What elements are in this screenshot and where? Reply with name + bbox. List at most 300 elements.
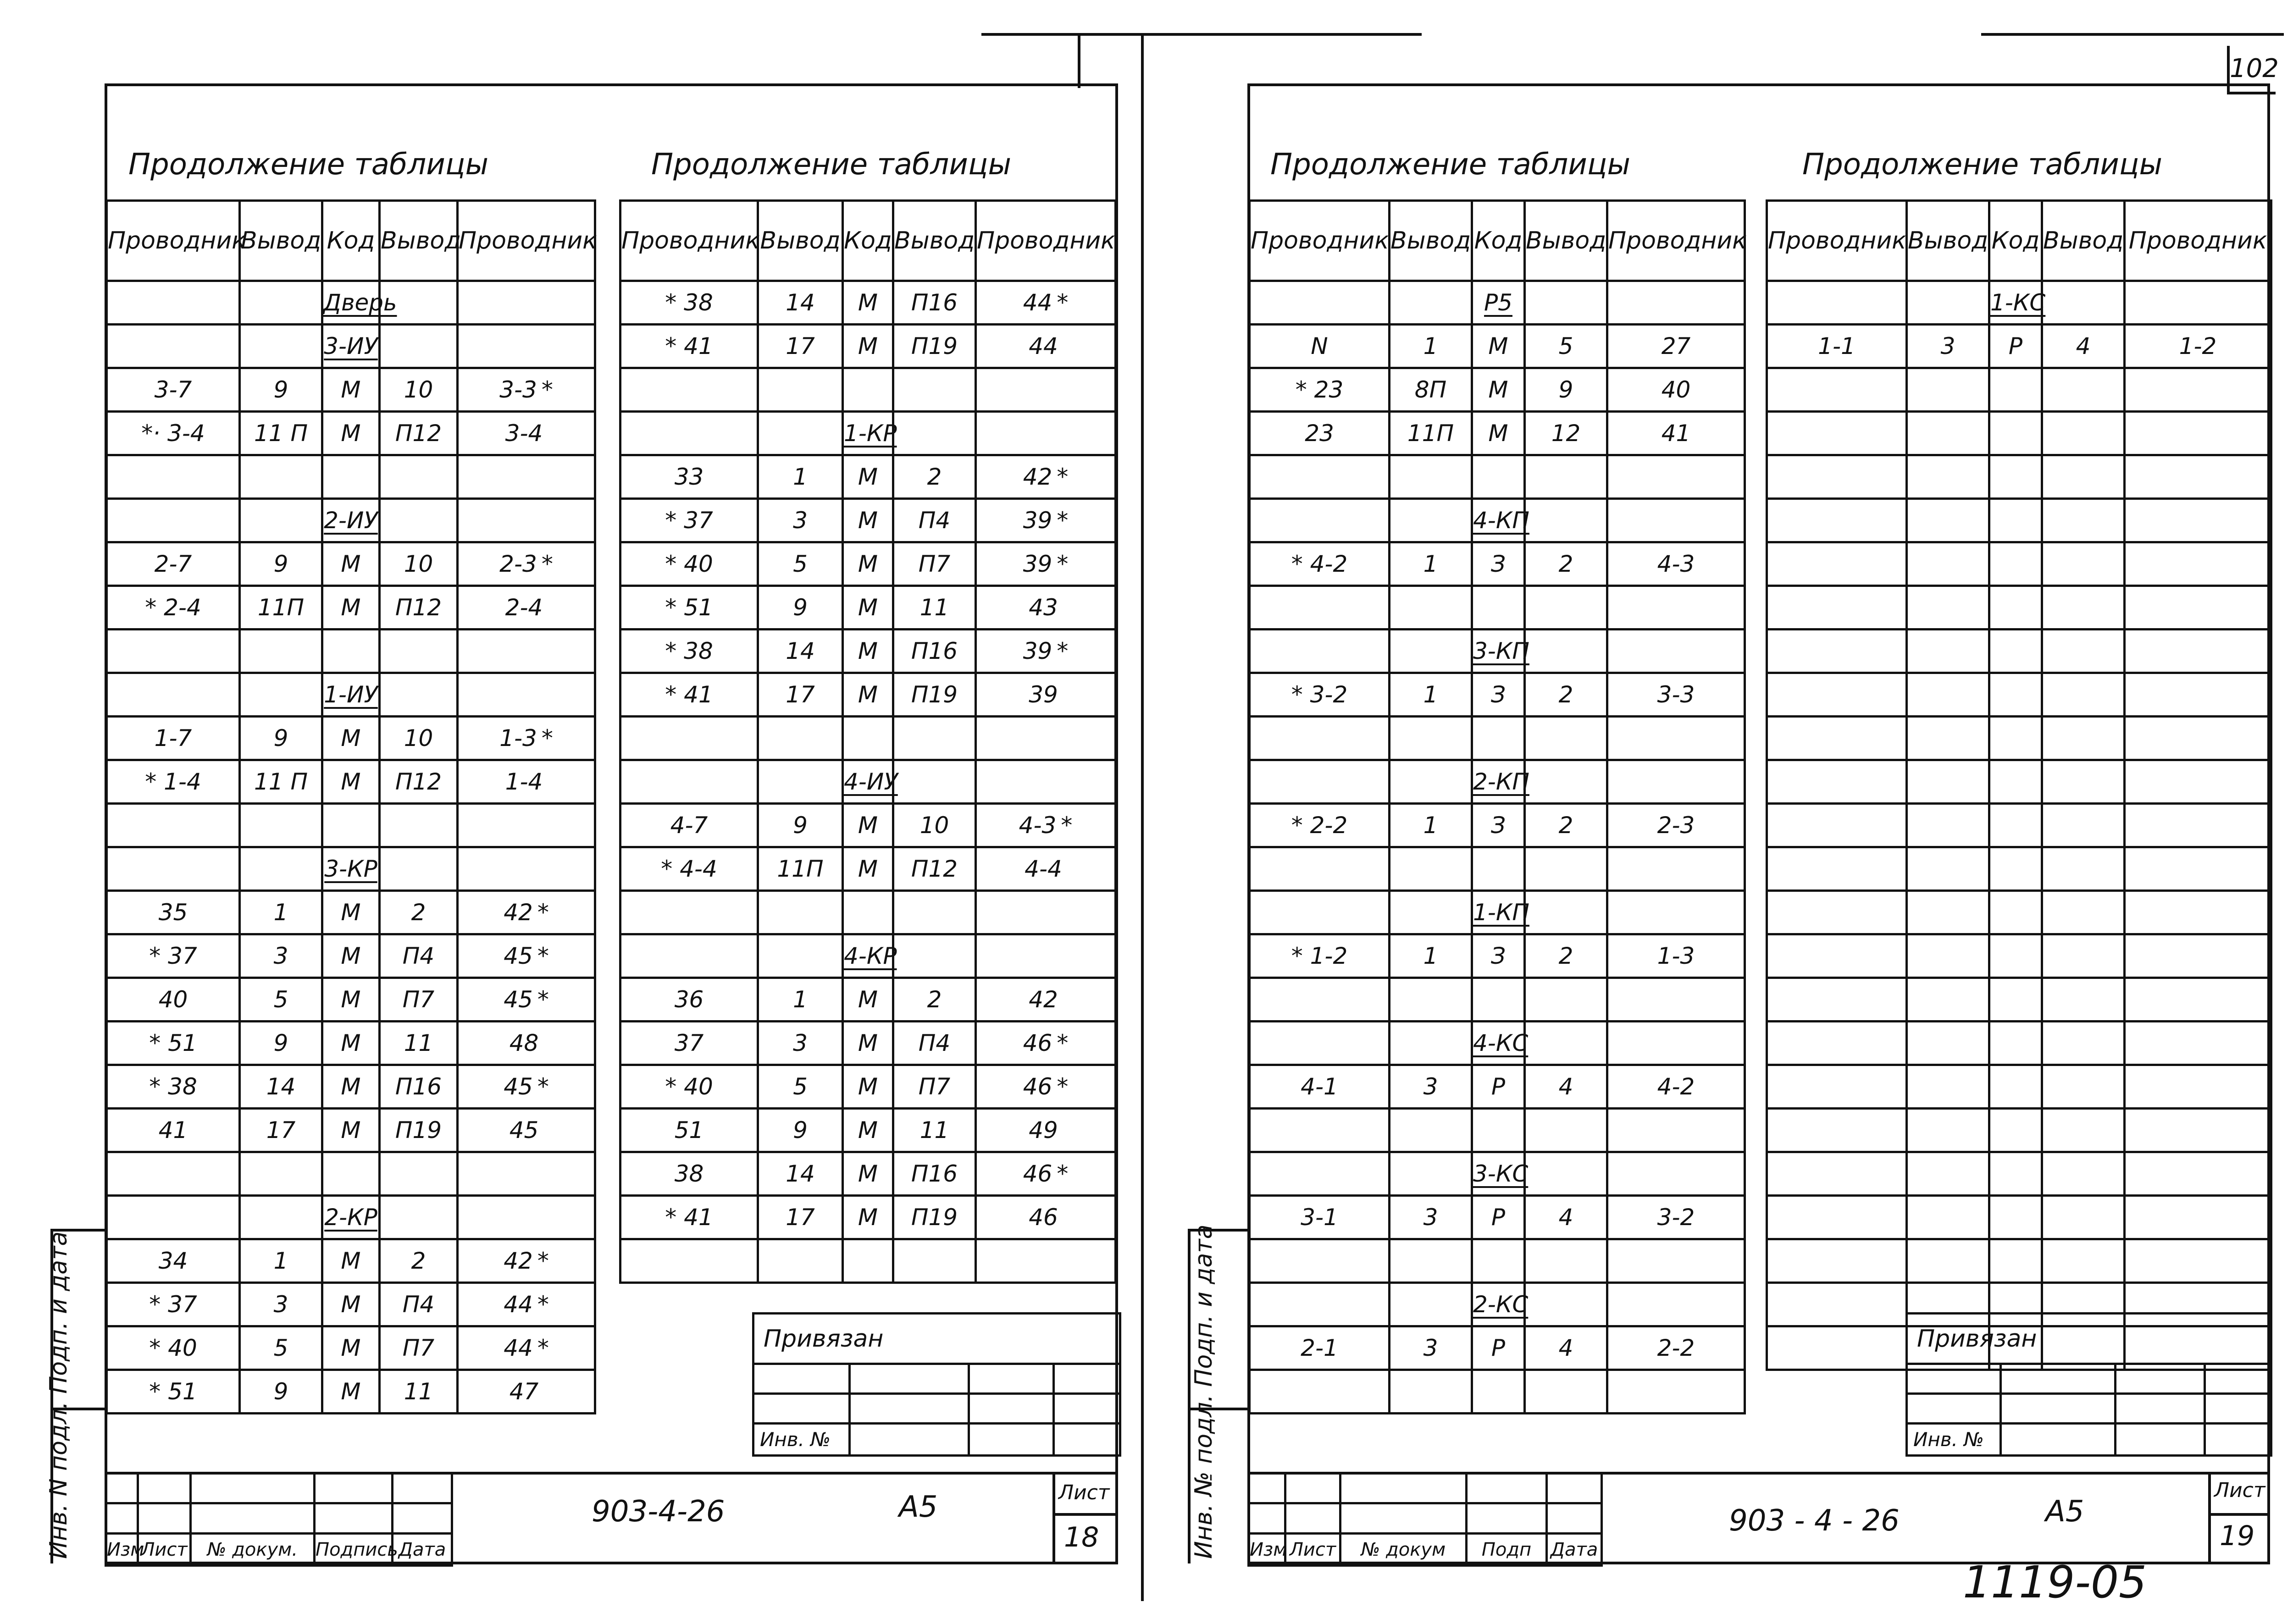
cell-value: * 1-4 <box>145 768 201 795</box>
cell-value: П7 <box>918 1073 951 1100</box>
table-cell <box>1250 847 1390 891</box>
table-cell <box>1472 717 1525 760</box>
table-row <box>620 542 1116 586</box>
column-header: Вывод <box>380 201 458 281</box>
table-cell <box>620 978 758 1022</box>
table-cell <box>1472 934 1525 978</box>
right-side-label: Инв. № подл. Подп. и дата <box>1190 1224 1218 1559</box>
section-label: 4-КР <box>844 943 897 969</box>
table-cell <box>1607 586 1745 630</box>
table-cell <box>1472 1065 1525 1109</box>
table-cell <box>620 804 758 847</box>
table4-title: Продолжение таблицы <box>1802 148 2162 182</box>
cell-value: 44 <box>504 1291 533 1318</box>
table-cell <box>758 891 843 934</box>
table-cell <box>107 1065 240 1109</box>
table-cell <box>758 1065 843 1109</box>
table-cell <box>1989 499 2042 542</box>
section-label: 4-КС <box>1473 1030 1529 1056</box>
table-cell <box>2042 891 2125 934</box>
table-cell <box>107 978 240 1022</box>
table-row <box>620 325 1116 368</box>
table-cell <box>1472 455 1525 499</box>
table-cell <box>1525 1326 1607 1370</box>
column-header: Код <box>1472 201 1525 281</box>
right-stamp-date: Дата <box>1547 1534 1602 1566</box>
section-label: 3-КП <box>1473 638 1529 664</box>
table-cell <box>843 586 893 630</box>
table-cell <box>843 717 893 760</box>
table-cell <box>1767 1326 1907 1370</box>
table-cell <box>893 542 976 586</box>
table-cell <box>758 630 843 673</box>
table-cell <box>1989 891 2042 934</box>
table-cell <box>1767 673 1907 717</box>
marker-asterisk: * <box>1057 1160 1069 1187</box>
left-inv-label: Инв. № <box>753 1424 850 1456</box>
cell-value: М <box>341 1378 361 1405</box>
table-section-row <box>620 934 1116 978</box>
table-cell <box>976 1065 1116 1109</box>
cell-value: * 40 <box>665 1073 713 1100</box>
table-cell <box>843 847 893 891</box>
table-cell <box>1472 804 1525 847</box>
table-cell <box>380 1283 458 1326</box>
cell-value: 3 <box>1940 333 1955 359</box>
table-cell <box>1607 717 1745 760</box>
table-cell <box>1989 325 2042 368</box>
table-row <box>1767 717 2271 760</box>
table-cell <box>2125 717 2271 760</box>
table-cell <box>107 1152 240 1196</box>
table-cell <box>2042 673 2125 717</box>
left-sheet-cell-border <box>1052 1472 1055 1563</box>
cell-value: 11 <box>919 594 949 621</box>
cell-value: Р <box>1491 1335 1506 1361</box>
cell-value: 45 <box>509 1117 539 1143</box>
marker-asterisk: * <box>541 725 553 751</box>
table-cell <box>1607 1326 1745 1370</box>
table-cell <box>976 1109 1116 1152</box>
right-sheet-label: Лист <box>2214 1479 2265 1502</box>
table-cell <box>620 499 758 542</box>
marker-asterisk: * <box>1057 464 1069 490</box>
table-cell <box>1525 412 1607 455</box>
table-row <box>1250 934 1745 978</box>
table-cell <box>976 717 1116 760</box>
section-label: 2-КР <box>324 1204 377 1231</box>
table-cell <box>1907 760 1989 804</box>
table-cell <box>322 717 380 760</box>
section-label: Р5 <box>1484 289 1512 316</box>
table-cell <box>380 499 458 542</box>
table-cell <box>1472 1283 1529 1326</box>
table-cell <box>322 1370 380 1414</box>
table-cell <box>758 1152 843 1196</box>
table-cell <box>620 934 758 978</box>
table-cell <box>1525 717 1607 760</box>
table-cell <box>620 542 758 586</box>
cell-value: М <box>858 1030 878 1056</box>
table-row <box>1250 673 1745 717</box>
marker-asterisk: * <box>537 986 549 1013</box>
table-cell <box>976 586 1116 630</box>
table-cell <box>1250 1152 1390 1196</box>
table-cell <box>1767 281 1907 325</box>
left-side-label: Инв. N подл. Подп. и дата <box>45 1231 72 1559</box>
cell-value: П12 <box>395 768 442 795</box>
table-cell <box>893 412 976 455</box>
table-cell <box>1607 1239 1745 1283</box>
table-cell <box>843 1109 893 1152</box>
cell-value: 11 <box>404 1030 433 1056</box>
left-bound-label: Привязан <box>753 1314 1120 1364</box>
right-inv-label: Инв. № <box>1907 1424 2001 1456</box>
table-cell <box>1472 1152 1529 1196</box>
table-cell <box>107 717 240 760</box>
table-cell <box>107 1326 240 1370</box>
table-cell <box>1472 630 1529 673</box>
table-row <box>1250 1196 1745 1239</box>
cell-value: 42 <box>504 1248 533 1274</box>
cell-value: 45 <box>504 943 533 969</box>
cell-value: 5 <box>273 986 288 1013</box>
cell-value: П16 <box>911 638 958 664</box>
table-cell <box>458 1239 595 1283</box>
cell-value: 39 <box>1023 551 1052 577</box>
table-cell <box>380 1370 458 1414</box>
table-cell <box>1989 934 2042 978</box>
table-cell <box>620 1196 758 1239</box>
table-cell <box>1390 1239 1472 1283</box>
table-cell <box>240 630 322 673</box>
cell-value: 4 <box>1558 1073 1573 1100</box>
table-cell <box>1607 1283 1745 1326</box>
table-cell <box>1607 804 1745 847</box>
table-cell <box>1907 499 1989 542</box>
column-header: Вывод <box>1907 201 1989 281</box>
table-cell <box>620 673 758 717</box>
table-row <box>1250 325 1745 368</box>
cell-value: М <box>341 899 361 926</box>
table-cell <box>1525 1239 1607 1283</box>
table-cell <box>620 847 758 891</box>
table-row <box>1767 1022 2271 1065</box>
cell-value: 2 <box>1558 812 1573 839</box>
table-section-row <box>620 760 1116 804</box>
table-cell <box>1989 1022 2042 1065</box>
table-row <box>1767 586 2271 630</box>
table-cell <box>620 412 758 455</box>
table-cell <box>2125 586 2271 630</box>
table-cell <box>1390 1109 1472 1152</box>
table-row <box>620 978 1116 1022</box>
table-cell <box>1250 1283 1390 1326</box>
table-cell <box>1250 1326 1390 1370</box>
table-section-row <box>107 1196 595 1239</box>
table-cell <box>2042 1109 2125 1152</box>
cell-value: * 1-2 <box>1291 943 1348 969</box>
table-cell <box>458 368 595 412</box>
cell-value: 4-3 <box>1657 551 1695 577</box>
table-cell <box>1390 630 1472 673</box>
cell-value: М <box>1488 420 1508 447</box>
table-row <box>1250 1326 1745 1370</box>
table-row <box>1250 368 1745 412</box>
table-cell <box>107 630 240 673</box>
table-cell <box>1390 455 1472 499</box>
table-cell <box>458 891 595 934</box>
table-row <box>1250 717 1745 760</box>
table-cell <box>322 673 380 717</box>
table-cell <box>1607 978 1745 1022</box>
cell-value: 5 <box>793 1073 808 1100</box>
cell-value: 3 <box>793 1030 808 1056</box>
table-cell <box>1907 978 1989 1022</box>
table-cell <box>2125 1196 2271 1239</box>
table-row <box>620 1239 1116 1283</box>
table-cell <box>2125 1152 2271 1196</box>
table-row <box>107 542 595 586</box>
table-row <box>1767 673 2271 717</box>
cell-value: 14 <box>786 289 815 316</box>
table-cell <box>240 717 322 760</box>
cell-value: Р <box>2008 333 2023 359</box>
table-cell <box>1525 368 1607 412</box>
table-cell <box>1390 978 1472 1022</box>
table-cell <box>458 1326 595 1370</box>
table-cell <box>1989 847 2042 891</box>
cell-value: П4 <box>918 1030 951 1056</box>
table-row <box>620 499 1116 542</box>
table-cell <box>1525 1022 1607 1065</box>
table-cell <box>893 934 976 978</box>
table-cell <box>1907 717 1989 760</box>
table-cell <box>380 630 458 673</box>
table-cell <box>843 281 893 325</box>
cell-value: 3 <box>273 1291 288 1318</box>
table-cell <box>322 847 380 891</box>
cell-value: М <box>858 856 878 882</box>
table-section-row <box>1250 1152 1745 1196</box>
table-row <box>620 368 1116 412</box>
table-cell <box>2125 1109 2271 1152</box>
cell-value: З <box>1490 943 1506 969</box>
table-cell <box>843 804 893 847</box>
cell-value: М <box>341 1117 361 1143</box>
table-cell <box>1989 630 2042 673</box>
table-cell <box>322 586 380 630</box>
table-cell <box>380 891 458 934</box>
table-cell <box>1390 717 1472 760</box>
table-cell <box>458 1196 595 1239</box>
right-sheet-number: 19 <box>2220 1520 2255 1552</box>
cell-value: 4 <box>2076 333 2091 359</box>
cell-value: 11П <box>257 594 305 621</box>
table-cell <box>976 978 1116 1022</box>
table-row <box>620 891 1116 934</box>
table-cell <box>1767 934 1907 978</box>
table-cell <box>240 1065 322 1109</box>
table-cell <box>240 1370 322 1414</box>
table-cell <box>240 1152 322 1196</box>
table-cell <box>620 586 758 630</box>
table-cell <box>1525 760 1607 804</box>
table-row <box>620 455 1116 499</box>
marker-asterisk: * <box>1061 812 1073 839</box>
table-cell <box>107 542 240 586</box>
table-cell <box>2042 455 2125 499</box>
table-header-row <box>620 201 1116 281</box>
table-cell <box>1767 542 1907 586</box>
table-cell <box>620 717 758 760</box>
cell-value: 2-1 <box>1301 1335 1338 1361</box>
table-cell <box>2042 1152 2125 1196</box>
table-cell <box>1250 717 1390 760</box>
marker-asterisk: * <box>541 376 553 403</box>
table-cell <box>2042 760 2125 804</box>
table-cell <box>976 455 1116 499</box>
table-cell <box>1472 1022 1529 1065</box>
table-row <box>107 760 595 804</box>
table-cell <box>2125 368 2271 412</box>
table-cell <box>976 368 1116 412</box>
table-row <box>1250 978 1745 1022</box>
table-cell <box>758 1022 843 1065</box>
table-cell <box>107 412 240 455</box>
table-row <box>1250 847 1745 891</box>
table-cell <box>893 891 976 934</box>
table-cell <box>458 1152 595 1196</box>
table-cell <box>322 1196 380 1239</box>
cell-value: 35 <box>158 899 188 926</box>
section-label: 4-ИУ <box>844 768 898 795</box>
table-cell <box>107 499 240 542</box>
table-cell <box>240 368 322 412</box>
table-cell <box>1989 673 2042 717</box>
table-cell <box>107 1283 240 1326</box>
cell-value: М <box>341 1073 361 1100</box>
table-cell <box>893 1152 976 1196</box>
cell-value: М <box>858 812 878 839</box>
cell-value: 12 <box>1551 420 1581 447</box>
cell-value: 17 <box>786 681 815 708</box>
table-cell <box>1250 630 1390 673</box>
table-cell <box>1250 499 1390 542</box>
table-cell <box>2042 542 2125 586</box>
table-cell <box>1767 368 1907 412</box>
cell-value: * 41 <box>665 1204 713 1231</box>
section-label: 2-ИУ <box>324 507 378 534</box>
table-cell <box>1607 455 1745 499</box>
table-cell <box>758 934 843 978</box>
table-cell <box>107 1239 240 1283</box>
table-cell <box>1250 1239 1390 1283</box>
table-cell <box>1250 325 1390 368</box>
table-cell <box>2042 717 2125 760</box>
table-row <box>1767 455 2271 499</box>
table-cell <box>2042 1239 2125 1283</box>
table-cell <box>322 891 380 934</box>
table-cell <box>1472 1239 1525 1283</box>
cell-value: 2 <box>1558 551 1573 577</box>
table-cell <box>1907 325 1989 368</box>
table-cell <box>843 412 897 455</box>
cell-value: 3 <box>1423 1204 1438 1231</box>
cell-value: 9 <box>273 376 288 403</box>
table-cell <box>620 1152 758 1196</box>
cell-value: 4 <box>1558 1335 1573 1361</box>
table-cell <box>843 1196 893 1239</box>
cell-value: П12 <box>395 420 442 447</box>
table-cell <box>1907 412 1989 455</box>
table-cell <box>620 1065 758 1109</box>
table-cell <box>2042 1065 2125 1109</box>
table-cell <box>1250 281 1390 325</box>
table-row <box>107 1283 595 1326</box>
table-cell <box>107 804 240 847</box>
table-cell <box>1390 934 1472 978</box>
table-cell <box>380 1109 458 1152</box>
table-cell <box>380 673 458 717</box>
table-cell <box>458 542 595 586</box>
table-header-row <box>1767 201 2271 281</box>
table-cell <box>1390 760 1472 804</box>
cell-value: 11 <box>919 1117 949 1143</box>
cell-value: М <box>858 594 878 621</box>
cell-value: 1 <box>793 986 808 1013</box>
table-cell <box>2042 934 2125 978</box>
table-cell <box>1525 1196 1607 1239</box>
cell-value: П16 <box>911 1160 958 1187</box>
cell-value: 3 <box>793 507 808 534</box>
table-cell <box>1472 847 1525 891</box>
table1 <box>105 199 596 1414</box>
table-cell <box>1907 1152 1989 1196</box>
cell-value: 9 <box>793 594 808 621</box>
table-cell <box>1767 412 1907 455</box>
table-cell <box>2125 934 2271 978</box>
cell-value: 1 <box>273 1248 288 1274</box>
table-row <box>107 717 595 760</box>
table-cell <box>1907 1022 1989 1065</box>
cell-value: М <box>1488 376 1508 403</box>
cell-value: * 41 <box>665 333 713 359</box>
cell-value: 17 <box>786 333 815 359</box>
cell-value: 49 <box>1029 1117 1058 1143</box>
table-cell <box>380 1196 458 1239</box>
marker-asterisk: * <box>541 551 553 577</box>
cell-value: 9 <box>273 1378 288 1405</box>
table-cell <box>1525 586 1607 630</box>
table-cell <box>2125 630 2271 673</box>
table-row <box>1250 586 1745 630</box>
table-cell <box>758 499 843 542</box>
table-cell <box>1472 1326 1525 1370</box>
table-cell <box>1989 1065 2042 1109</box>
table-cell <box>1390 281 1472 325</box>
cell-value: 5 <box>1558 333 1573 359</box>
cell-value: М <box>858 507 878 534</box>
cell-value: П19 <box>911 681 958 708</box>
table-cell <box>2125 760 2271 804</box>
table-cell <box>1989 281 2046 325</box>
cell-value: 17 <box>786 1204 815 1231</box>
page-number: 102 <box>2227 46 2276 94</box>
table-cell <box>1767 1152 1907 1196</box>
table-cell <box>458 499 595 542</box>
cell-value: 44 <box>504 1335 533 1361</box>
